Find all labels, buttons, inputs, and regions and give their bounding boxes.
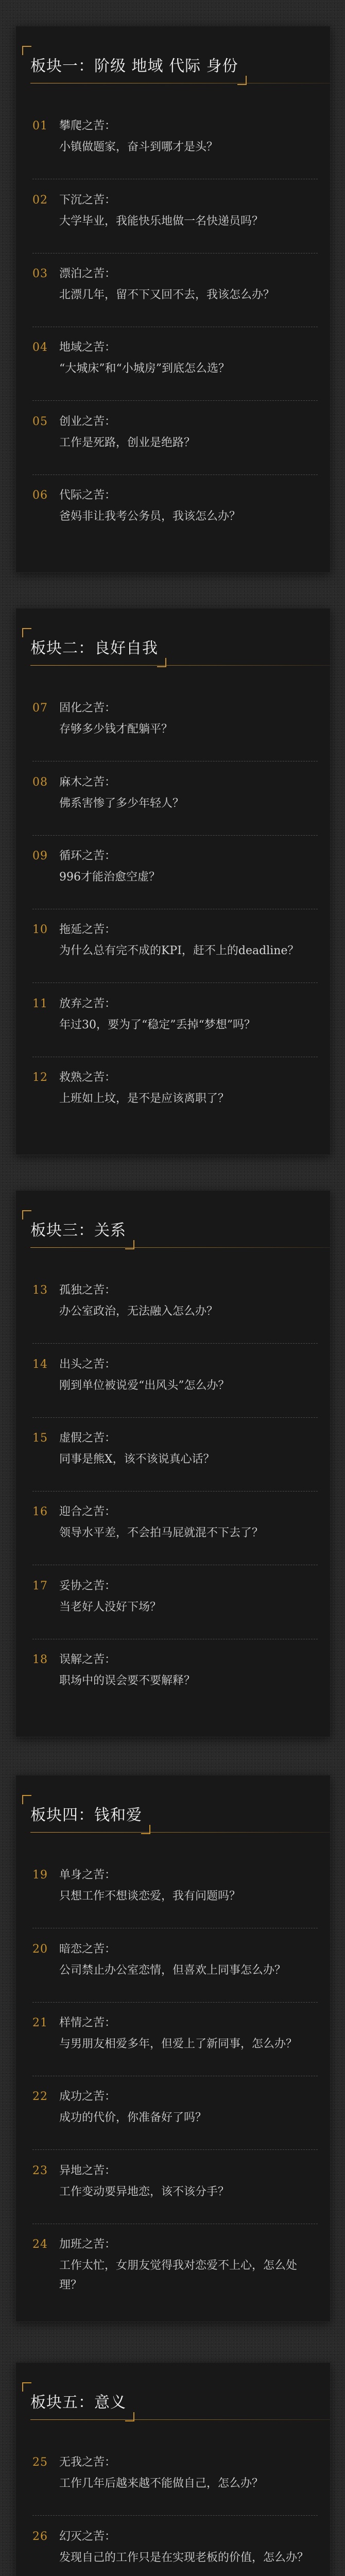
section-title xyxy=(30,51,238,82)
item-number: 02 xyxy=(32,194,48,207)
item-label: 孤独之苦： xyxy=(59,1284,116,1297)
item-divider xyxy=(32,835,318,836)
item-label: 地域之苦： xyxy=(59,341,116,354)
item-description: 当老好人没好下场？ xyxy=(59,1601,162,1614)
item-label: 样情之苦： xyxy=(59,2016,116,2029)
item-number: 06 xyxy=(32,489,48,502)
list-item xyxy=(32,340,318,396)
item-number: 11 xyxy=(32,997,48,1010)
item-description: 工作变动要异地恋，该不该分手？ xyxy=(59,2185,230,2198)
item-label: 幻灭之苦： xyxy=(59,2530,116,2543)
list-item xyxy=(32,1430,318,1487)
item-label: 成功之苦： xyxy=(59,2090,116,2103)
item-description: 996才能治愈空虚？ xyxy=(59,871,160,884)
header-underline xyxy=(30,1832,330,1833)
item-number: 09 xyxy=(32,850,48,862)
item-number: 07 xyxy=(32,702,48,715)
section-title xyxy=(30,1800,142,1831)
list-item xyxy=(32,2089,318,2145)
item-description: 北漂几年，留不下又回不去，我该怎么办？ xyxy=(59,289,275,301)
list-item xyxy=(32,774,318,831)
item-divider xyxy=(32,1343,318,1344)
section-header xyxy=(16,633,330,664)
item-label: 下沉之苦： xyxy=(59,194,116,207)
item-description: 与男朋友相爱多年，但爱上了新同事，怎么办？ xyxy=(59,2038,298,2050)
list-item xyxy=(32,996,318,1053)
header-underline xyxy=(30,2419,330,2420)
list-item xyxy=(32,2236,318,2293)
list-item xyxy=(32,414,318,470)
item-number: 10 xyxy=(32,923,48,936)
item-divider xyxy=(32,2515,318,2516)
item-label: 麻木之苦： xyxy=(59,776,116,789)
list-item xyxy=(32,922,318,978)
list-item xyxy=(32,2163,318,2219)
item-number: 23 xyxy=(32,2164,48,2177)
item-description: 发现自己的工作只是在实现老板的价值，怎么办？ xyxy=(59,2551,309,2564)
item-divider xyxy=(32,1417,318,1418)
list-item xyxy=(32,2015,318,2072)
item-divider xyxy=(32,2149,318,2150)
corner-bracket-icon xyxy=(22,46,31,55)
item-number: 08 xyxy=(32,776,48,789)
section-title xyxy=(30,633,158,664)
item-description: 职场中的误会要不要解释？ xyxy=(59,1674,196,1687)
item-number: 03 xyxy=(32,267,48,280)
item-label: 代际之苦： xyxy=(59,489,116,502)
item-description: “大城床”和“小城房”到底怎么选？ xyxy=(59,362,230,375)
item-number: 16 xyxy=(32,1505,48,1518)
item-number: 22 xyxy=(32,2090,48,2103)
list-item xyxy=(32,1941,318,1998)
list-item xyxy=(32,848,318,905)
list-item xyxy=(32,2454,318,2511)
top-bar xyxy=(0,0,345,26)
section-card-5 xyxy=(15,2362,331,2576)
section-title xyxy=(30,1215,126,1246)
item-number: 04 xyxy=(32,341,48,354)
item-divider xyxy=(32,2002,318,2003)
item-label: 拖延之苦： xyxy=(59,923,116,936)
list-item xyxy=(32,1070,318,1126)
item-number: 13 xyxy=(32,1284,48,1297)
item-label: 虚假之苦： xyxy=(59,1432,116,1445)
item-description: 工作太忙，女朋友觉得我对恋爱不上心，怎么处理？ xyxy=(59,2259,298,2292)
corner-bracket-icon xyxy=(125,1240,134,1249)
section-title-text: 板块三：关系 xyxy=(30,1222,126,1240)
item-description: 大学毕业，我能快乐地做一名快递员吗？ xyxy=(59,215,264,228)
section-header xyxy=(16,51,330,82)
item-label: 循环之苦： xyxy=(59,850,116,862)
item-description: 佛系害惨了多少年轻人？ xyxy=(59,797,184,810)
list-item xyxy=(32,1282,318,1339)
list-item xyxy=(32,700,318,757)
item-label: 创业之苦： xyxy=(59,415,116,428)
item-number: 05 xyxy=(32,415,48,428)
item-label: 无我之苦： xyxy=(59,2456,116,2469)
item-number: 18 xyxy=(32,1653,48,1666)
item-number: 20 xyxy=(32,1943,48,1956)
item-label: 妥协之苦： xyxy=(59,1580,116,1592)
item-label: 误解之苦： xyxy=(59,1653,116,1666)
section-title-text: 板块五：意义 xyxy=(30,2394,126,2412)
item-label: 放弃之苦： xyxy=(59,997,116,1010)
list-item xyxy=(32,1867,318,1924)
item-description: 上班如上坟，是不是应该离职了？ xyxy=(59,1092,230,1105)
corner-bracket-icon xyxy=(22,628,31,637)
item-number: 25 xyxy=(32,2456,48,2469)
item-description: 存够多少钱才配躺平？ xyxy=(59,723,173,736)
item-description: 公司禁止办公室恋情，但喜欢上同事怎么办？ xyxy=(59,1964,286,1977)
item-description: 年过30，要为了“稳定”丢掉“梦想”吗？ xyxy=(59,1019,255,1031)
list-item xyxy=(32,487,318,544)
item-label: 漂泊之苦： xyxy=(59,267,116,280)
item-number: 21 xyxy=(32,2016,48,2029)
item-label: 迎合之苦： xyxy=(59,1505,116,1518)
section-card-4 xyxy=(15,1775,331,2322)
list-item xyxy=(32,118,318,175)
list-item xyxy=(32,266,318,323)
item-number: 12 xyxy=(32,1071,48,1084)
item-label: 救熟之苦： xyxy=(59,1071,116,1084)
item-description: 同事是熊X，该不该说真心话？ xyxy=(59,1453,215,1466)
corner-bracket-icon xyxy=(125,2412,134,2421)
item-description: 只想工作不想谈恋爱，我有问题吗？ xyxy=(59,1890,241,1903)
item-label: 攀爬之苦： xyxy=(59,120,116,132)
section-header xyxy=(16,1215,330,1246)
header-underline xyxy=(30,665,330,666)
section-card-2 xyxy=(15,608,331,1155)
item-number: 24 xyxy=(32,2238,48,2251)
item-description: 工作几年后越来越不能做自己，怎么办？ xyxy=(59,2477,264,2490)
list-item xyxy=(32,1357,318,1413)
item-number: 01 xyxy=(32,120,48,132)
corner-bracket-icon xyxy=(237,76,247,85)
item-label: 固化之苦： xyxy=(59,702,116,715)
item-divider xyxy=(32,400,318,401)
item-description: 办公室政治，无法融入怎么办？ xyxy=(59,1305,218,1318)
item-number: 26 xyxy=(32,2530,48,2543)
item-label: 异地之苦： xyxy=(59,2164,116,2177)
item-description: 成功的代价，你准备好了吗？ xyxy=(59,2111,207,2124)
item-label: 出头之苦： xyxy=(59,1358,116,1371)
item-description: 爸妈非让我考公务员，我该怎么办？ xyxy=(59,510,241,523)
corner-bracket-icon xyxy=(141,1825,150,1834)
section-card-3 xyxy=(15,1190,331,1737)
list-item xyxy=(32,2529,318,2576)
section-title-text: 板块一：阶级 地域 代际 身份 xyxy=(30,57,238,75)
list-item xyxy=(32,192,318,249)
item-number: 15 xyxy=(32,1432,48,1445)
item-label: 加班之苦： xyxy=(59,2238,116,2251)
item-number: 14 xyxy=(32,1358,48,1371)
item-description: 刚到单位被说爱“出风头”怎么办？ xyxy=(59,1379,230,1392)
item-description: 为什么总有完不成的KPI，赶不上的deadline？ xyxy=(59,944,299,957)
section-title-text: 板块二：良好自我 xyxy=(30,639,158,657)
list-item xyxy=(32,1652,318,1708)
section-header xyxy=(16,2387,330,2418)
list-item xyxy=(32,1578,318,1635)
section-title xyxy=(30,2387,126,2418)
header-underline xyxy=(30,1247,330,1248)
section-title-text: 板块四：钱和爱 xyxy=(30,1806,142,1824)
corner-bracket-icon xyxy=(157,658,166,667)
item-number: 19 xyxy=(32,1869,48,1882)
item-divider xyxy=(32,1491,318,1492)
item-description: 领导水平差，不会拍马屁就混不下去了？ xyxy=(59,1527,264,1539)
list-item xyxy=(32,1504,318,1561)
item-number: 17 xyxy=(32,1580,48,1592)
item-description: 工作是死路，创业是绝路？ xyxy=(59,436,196,449)
section-card-1 xyxy=(15,26,331,573)
corner-bracket-icon xyxy=(22,2382,31,2392)
item-divider xyxy=(32,982,318,983)
item-divider xyxy=(32,474,318,475)
corner-bracket-icon xyxy=(22,1210,31,1219)
section-header xyxy=(16,1800,330,1831)
item-label: 暗恋之苦： xyxy=(59,1943,116,1956)
item-label: 单身之苦： xyxy=(59,1869,116,1882)
item-description: 小镇做题家，奋斗到哪才是头？ xyxy=(59,141,218,154)
corner-bracket-icon xyxy=(22,1795,31,1804)
